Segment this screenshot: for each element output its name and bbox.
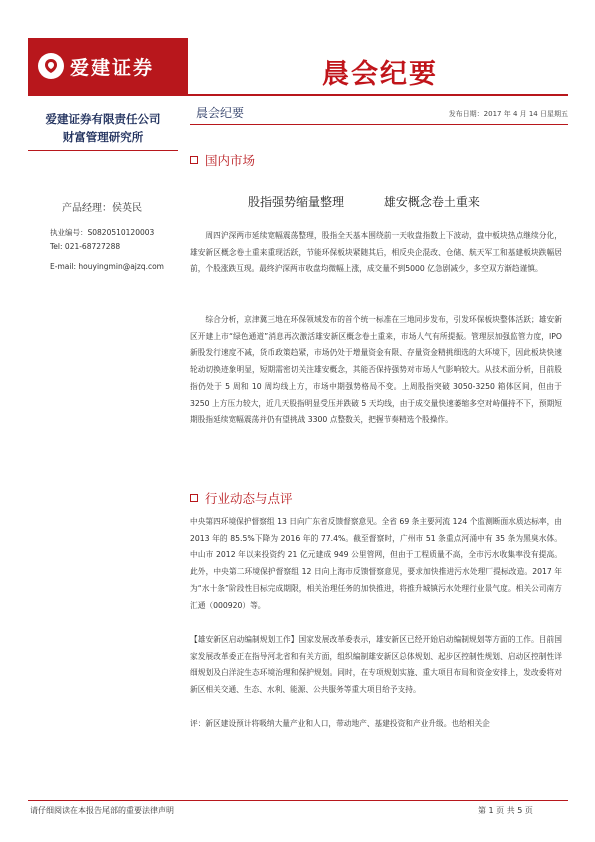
sub-header-title: 晨会纪要 (196, 106, 245, 120)
telephone: Tel: 021-68727288 (50, 242, 121, 251)
company-name: 爱建证券有限责任公司 (45, 112, 161, 126)
square-bullet-icon (190, 156, 198, 164)
email: E-mail: houyingmin@ajzq.com (50, 262, 164, 271)
section-industry-news (190, 489, 293, 507)
industry-paragraph-1: 中央第四环境保护督察组 13 日向广东省反馈督察意见。全省 69 条主要河流 124 个监测断面水质达标率，由 2013 年的 85.5%下降为 2016 年的 77.4%。截至督察时，广州市 51 条重点河涌中有 35 条为黑臭水体。中山市 2012 年以来投资约 21 亿元建成 949 公里管网，但由于工程质量不高，全市污水收集率没有提高。此外，中央第二环境保护督察组 12 日向上海市反馈督察意见，要求加快推进污水处理厂提标改造。2017 年为“水十条”阶段性目标完成期限，相关治理任务的加快推进，将推升城镇污水处理行业景气度。相关公司南方汇通（000920）等。 (190, 517, 562, 610)
market-paragraph-2: 综合分析，京津冀三地在环保领域发布的首个统一标准在三地同步发布，引发环保板块整体活跃；雄安新区开建上市“绿色通道”消息再次激活雄安新区概念卷土重来，市场人气有所提振。管理层加强监管力度，IPO 新股发行速度不减，货币政策趋紧，市场仍处于增量资金有限、存量资金精挑细选的大环境下，因此板块快速轮动切换迹象明显，短期需密切关注雄安概念，其能否保持强势对市场人气影响较大。从技术面分析，目前股指仍处于 5 周和 10 周均线上方，市场中期强势格局不变。上周股指突破 3050-3250 箱体区间，但由于 3250 上方压力较大，近几天股指明显受压并跌破 5 天均线，由于成交量快速萎缩多空对峙僵持不下，预期短期股指延续宽幅震荡并仍有望挑战 3300 点整数关，把握节奏精选个股操作。 (190, 315, 562, 425)
section-title: 国内市场 (205, 153, 256, 168)
brand-logo-box (28, 38, 188, 94)
page-header (0, 0, 595, 100)
industry-paragraph-2: 【雄安新区启动编制规划工作】国家发展改革委表示，雄安新区已经开始启动编制规划等方面的工作。目前国家发展改革委正在指导河北省和有关方面，组织编制雄安新区总体规划、起步区控制性规划、启动区控制性详细规划及白洋淀生态环境治理和保护规划。同时，在专项规划实施、重大项目布局和资金安排上，发改委将对新区相关交通、生态、水利、能源、公共服务等重大项目给予支持。 (190, 635, 562, 695)
company-block (28, 96, 178, 151)
license-number: 执业编号：S0820510120003 (50, 228, 155, 237)
publish-date: 发布日期：2017 年 4 月 14 日星期五 (448, 110, 568, 118)
department-name: 财富管理研究所 (62, 130, 144, 144)
industry-paragraph-3: 评：新区建设预计将吸纳大量产业和人口，带动地产、基建投资和产业升级。也给相关企 (190, 719, 490, 728)
footer-divider (28, 800, 568, 801)
square-bullet-icon (190, 494, 198, 502)
headline-right: 雄安概念卷土重来 (383, 195, 480, 209)
page-number: 第 1 页 共 5 页 (478, 806, 533, 815)
document-title: 晨会纪要 (322, 59, 438, 90)
legal-disclaimer: 请仔细阅读在本报告尾部的重要法律声明 (30, 806, 174, 815)
headline (248, 193, 480, 210)
product-manager: 产品经理：侯英民 (62, 203, 142, 214)
brand-name: 爱建证券 (70, 56, 155, 79)
section-title: 行业动态与点评 (205, 491, 293, 506)
section-domestic-market (190, 151, 255, 169)
headline-left: 股指强势缩量整理 (248, 195, 345, 209)
market-paragraph-1: 周四沪深两市延续宽幅震荡整理，股指全天基本围绕前一天收盘指数上下波动，盘中板块热点继续分化，雄安新区概念卷土重来重现活跃，节能环保板块紧随其后，相反央企混改、仓储、航天军工和基建板块跌幅居前，个股涨跌互现。最终沪深两市收盘均微幅上涨，成交量不到5000 亿急剧减少，多空双方渐趋谨慎。 (190, 231, 562, 274)
sub-header (190, 102, 568, 125)
sidebar (28, 96, 178, 274)
brand-logo-icon (38, 53, 64, 79)
